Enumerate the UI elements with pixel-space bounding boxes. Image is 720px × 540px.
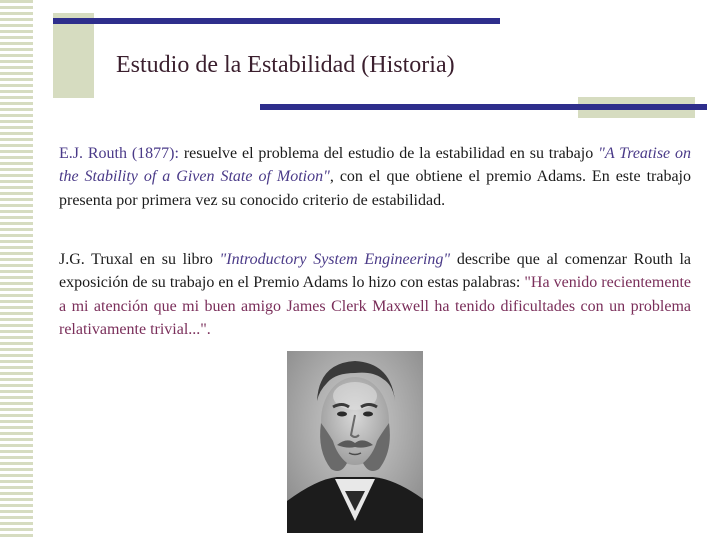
- routh-citation: E.J. Routh (1877):: [59, 145, 179, 162]
- decorative-stripes: [0, 0, 33, 540]
- paragraph1-text-a: resuelve el problema del estudio de la estabilidad en su trabajo: [178, 145, 599, 162]
- title-rule-top: [53, 18, 500, 24]
- paragraph2-text-a: J.G. Truxal en su libro: [59, 251, 220, 268]
- routh-quote: "Ha venido recientemente a mi atención que mi buen amigo James Clerk Maxwell ha tenido dificultades con un problema relativamente trivial...".: [59, 274, 692, 338]
- routh-portrait-photo: [287, 351, 423, 533]
- paragraph-routh: [59, 142, 691, 212]
- paragraph1-text-b: , con el que obtiene el premio Adams. En este trabajo presenta por primera vez su conocido criterio de estabilidad.: [59, 168, 691, 209]
- decorative-block-top: [53, 13, 94, 98]
- title-rule-bottom: [260, 104, 707, 110]
- paragraph-truxal: [59, 248, 691, 341]
- truxal-book-title: "Introductory System Engineering": [219, 251, 451, 268]
- routh-work-title: "A Treatise on the Stability of a Given State of Motion": [59, 145, 692, 186]
- portrait-illustration: [287, 351, 423, 533]
- paragraph2-text-b: describe que al comenzar Routh la exposición de su trabajo en el Premio Adams lo hizo con estas palabras:: [59, 251, 692, 292]
- page-title: Estudio de la Estabilidad (Historia): [116, 52, 455, 78]
